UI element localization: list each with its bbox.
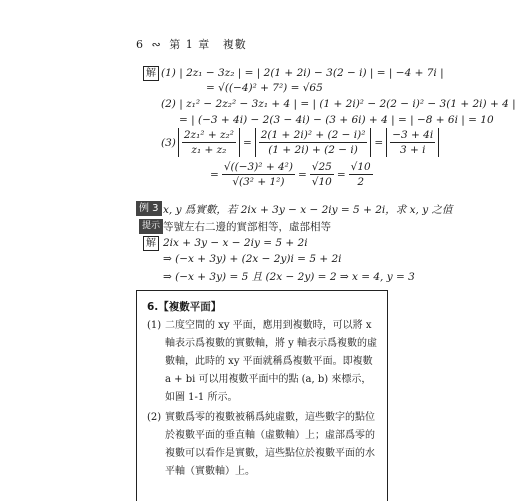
part-label: (3)	[161, 136, 176, 149]
equation-text: | z₁² − 2z₂² − 3z₁ + 4 | = | (1 + 2i)² − 2(2 − i)² − 3(1 + 2i) + 4 |	[179, 98, 516, 110]
denominator: (1 + 2i) + (2 − i)	[268, 144, 358, 156]
example-solution-line-2: ⇒ (−x + 3y) + (2x − 2y)i = 5 + 2i	[163, 253, 342, 265]
denominator: 3 + i	[399, 144, 426, 156]
part-label: (1)	[161, 67, 176, 79]
paragraph-number: (1)	[147, 320, 162, 331]
numerator: 2z₁² + z₂²	[183, 129, 234, 141]
numerator: √10	[350, 161, 371, 173]
fraction	[310, 160, 334, 189]
section-title: 6.【複數平面】	[147, 301, 222, 313]
example-solution-line-1: 2ix + 3y − x − 2iy = 5 + 2i	[163, 237, 308, 249]
denominator: z₁ + z₂	[191, 144, 227, 156]
equation-text: | 2z₁ − 3z₂ | = | 2(1 + 2i) − 3(2 − i) | = | −4 + 7i |	[179, 67, 444, 79]
fraction	[222, 160, 295, 189]
fraction	[182, 128, 236, 157]
paragraph-1	[147, 317, 379, 407]
numerator: 2(1 + 2i)² + (2 − i)²	[260, 129, 366, 141]
equals-sign: =	[242, 136, 252, 149]
hint-text: 等號左右二邊的實部相等，虛部相等	[163, 221, 331, 233]
page-header	[136, 36, 247, 52]
page-number: 6	[136, 38, 144, 51]
fraction	[259, 128, 368, 157]
example-solution-line-3: ⇒ (−x + 3y) = 5 且 (2x − 2y) = 2 ⇒ x = 4, y = 3	[163, 271, 415, 283]
paragraph-text: 二度空間的 xy 平面，應用到複數時，可以將 x 軸表示爲複數的實數軸，將 y 軸表示爲複數的虛數軸，此時的 xy 平面就稱爲複數平面。即複數 a + bi 可以用複數平面中的點 (a, b) 來標示，如圖 1-1 所示。	[165, 320, 378, 403]
part-label: (2)	[161, 98, 176, 110]
solution-line-2: = √((−4)² + 7²) = √65	[206, 82, 323, 94]
numerator: √25	[311, 161, 332, 173]
fraction-abs	[386, 128, 439, 157]
numerator: −3 + 4i	[392, 129, 434, 141]
solution-line-4: = | (−3 + 4i) − 2(3 − 4i) − (3 + 6i) + 4 | = | −8 + 6i | = 10	[179, 114, 494, 126]
equals-sign: =	[336, 168, 346, 181]
fraction-abs	[255, 128, 372, 157]
denominator: √10	[311, 176, 332, 188]
fraction	[349, 160, 373, 189]
solution-line-6	[210, 160, 373, 189]
equals-sign: =	[374, 136, 384, 149]
denominator: √(3² + 1²)	[232, 176, 285, 188]
fraction	[390, 128, 435, 157]
solution-tag: 解	[143, 66, 159, 81]
solution-line-5	[161, 128, 439, 157]
solution-line-1	[161, 67, 444, 79]
equals-sign: =	[210, 168, 219, 181]
equals-sign: =	[297, 168, 307, 181]
decorative-wave-icon: ∾	[151, 38, 162, 51]
chapter-title: 複數	[222, 38, 247, 51]
denominator: 2	[357, 176, 365, 188]
example-tag: 例 3	[136, 201, 162, 216]
hint-tag: 提示	[139, 219, 163, 234]
paragraph-number: (2)	[147, 412, 162, 423]
solution-tag: 解	[143, 236, 159, 251]
paragraph-2	[147, 409, 379, 481]
paragraph-text: 實數爲零的複數被稱爲純虛數，這些數字的點位於複數平面的垂直軸（虛數軸）上；虛部爲零的複數可以看作是實數，這些點位於複數平面的水平軸（實數軸）上。	[165, 412, 375, 477]
solution-line-3	[161, 98, 516, 110]
chapter-label: 第 1 章	[169, 38, 211, 51]
complex-plane-box	[136, 290, 388, 501]
numerator: √((−3)² + 4²)	[223, 161, 293, 173]
example-question: x, y 爲實數，若 2ix + 3y − x − 2iy = 5 + 2i，求 x, y 之值	[163, 204, 453, 216]
fraction-abs	[178, 128, 240, 157]
